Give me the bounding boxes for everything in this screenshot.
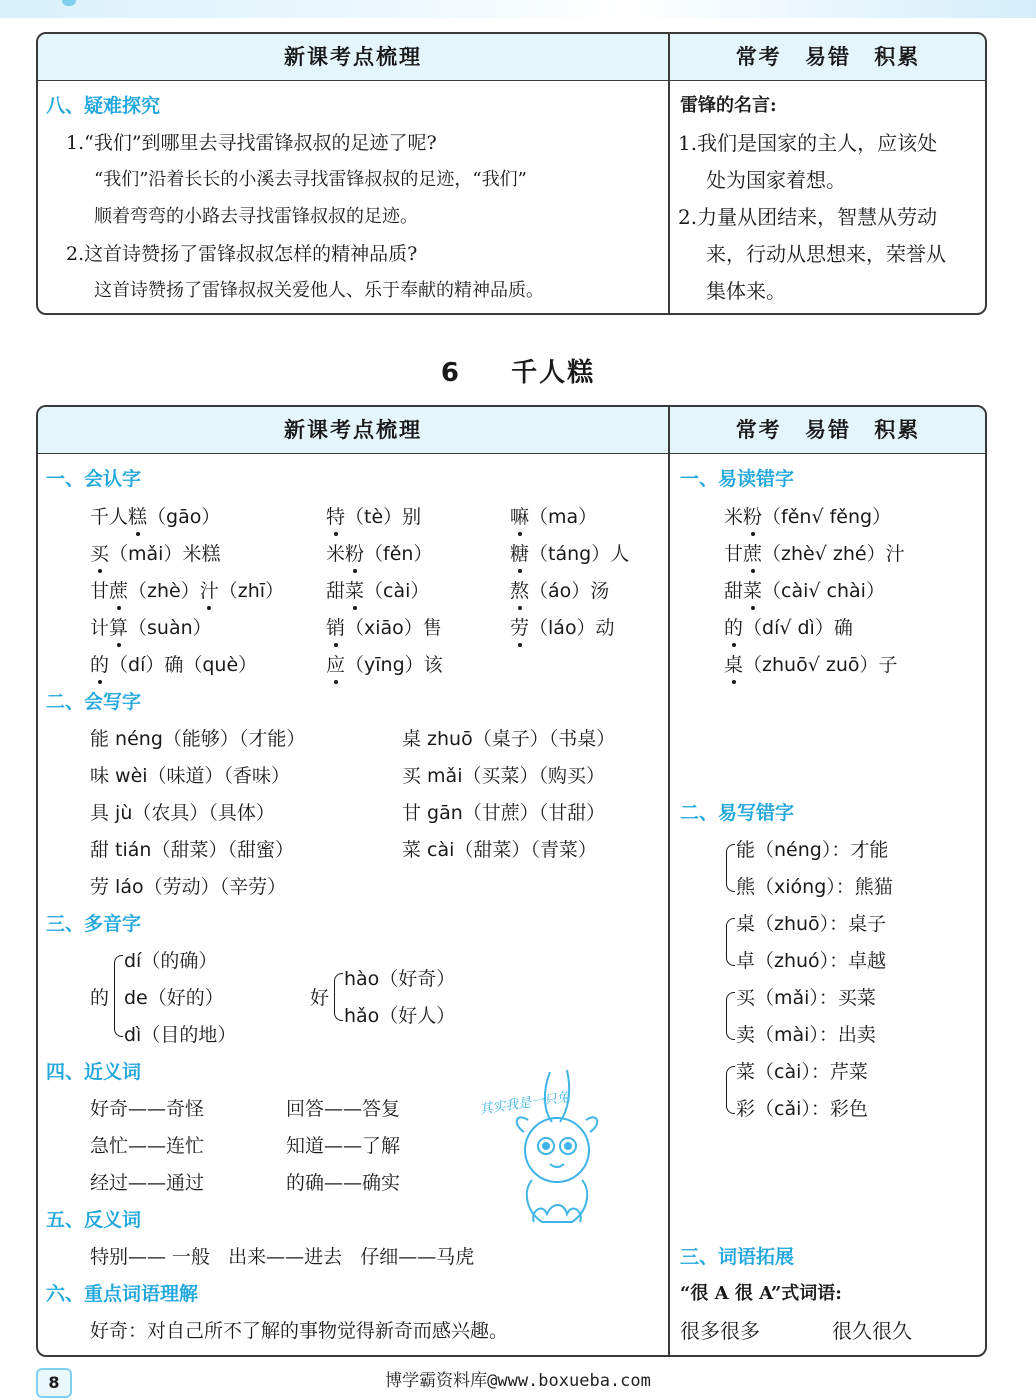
pinyin: （suàn） (128, 617, 212, 639)
polyphone-hao-2: hǎo（好人） (344, 1005, 456, 1027)
panel-2-head-left: 新课考点梳理 (284, 418, 422, 442)
pinyin: （zhī） (218, 580, 285, 602)
polyphone-de-2: de（好的） (124, 987, 224, 1009)
synonym-b2: 知道——了解 (286, 1135, 401, 1157)
recognize-r2c2 (326, 540, 432, 568)
dotted-char: 应 (326, 651, 345, 679)
polyphone-de-1: dí（的确） (124, 950, 218, 972)
panel-1-divider (668, 34, 670, 313)
miswrite-4a: 菜（cài）：芹菜 (736, 1061, 868, 1083)
dotted-char: 嘛 (510, 503, 529, 531)
quote-2-line-2: 来，行动从思想来，荣誉从 (706, 242, 946, 266)
synonym-a3: 经过——通过 (90, 1172, 205, 1194)
text-part: 甘 (724, 543, 744, 565)
write-r1: 桌 zhuō（桌子）（书桌） (402, 728, 616, 750)
text-part: 甘 (90, 580, 110, 602)
dotted-char: 菜 (743, 577, 762, 605)
misread-1 (724, 503, 891, 531)
section-synonym-title: 四、近义词 (46, 1061, 142, 1083)
synonym-b3: 的确——确实 (286, 1172, 401, 1194)
pinyin: （fěn√ fěng） (762, 506, 892, 528)
synonym-a1: 好奇——奇怪 (90, 1098, 205, 1120)
polyphone-de-3: dì（目的地） (124, 1024, 237, 1046)
section-miswrite-title: 二、易写错字 (680, 802, 795, 824)
pinyin: （xiāo）售 (345, 617, 442, 639)
dotted-char: 蔗 (743, 540, 762, 568)
pinyin: （yīng）该 (345, 654, 443, 676)
pinyin: （fěn） (364, 543, 433, 565)
pinyin: （dí）确 (109, 654, 184, 676)
polyphone-hao-1: hào（好奇） (344, 968, 456, 990)
recognize-r2c1 (90, 540, 220, 568)
lesson-name: 千人糕 (511, 358, 596, 388)
recognize-r4c2 (326, 614, 442, 642)
write-r2: 买 mǎi（买菜）（购买） (402, 765, 605, 787)
brace-pair-1 (726, 844, 735, 892)
dotted-char: 算 (109, 614, 128, 642)
panel-1 (36, 32, 987, 315)
brace-pair-4 (726, 1066, 735, 1114)
pinyin: （zhuō√ zuō）子 (743, 654, 898, 676)
recognize-r5c2 (326, 651, 443, 679)
pinyin: （què） (183, 654, 258, 676)
rabbit-mascot-illustration (472, 1062, 622, 1232)
miswrite-3b: 卖（mài）：出卖 (736, 1024, 876, 1046)
panel-1-head-left: 新课考点梳理 (284, 45, 422, 69)
section-antonym-title: 五、反义词 (46, 1209, 142, 1231)
dotted-char: 蔗 (109, 577, 128, 605)
quote-1-line-2: 处为国家着想。 (706, 168, 846, 192)
panel-2-divider (668, 407, 670, 1355)
answer-1-line-2: 顺着弯弯的小路去寻找雷锋叔叔的足迹。 (94, 206, 418, 227)
write-l2: 味 wèi（味道）（香味） (90, 765, 291, 787)
text-part: 千人 (90, 506, 129, 528)
section-write-title: 二、会写字 (46, 691, 142, 713)
recognize-r3c3 (510, 577, 609, 605)
word-expand-1: 很多很多 (680, 1319, 760, 1343)
recognize-r1c3 (510, 503, 597, 531)
recognize-r2c3 (510, 540, 629, 568)
question-2: 2.这首诗赞扬了雷锋叔叔怎样的精神品质? (66, 243, 418, 265)
lesson-title (0, 352, 1036, 389)
brace-pair-2 (726, 918, 735, 966)
section-word-expand-title: 三、词语拓展 (680, 1246, 795, 1268)
dotted-char: 汁 (200, 577, 219, 605)
quote-2-line-3: 集体来。 (706, 279, 786, 303)
misread-5 (724, 651, 897, 679)
key-word-explain: 好奇：对自己所不了解的事物觉得新奇而感兴趣。 (90, 1320, 509, 1342)
pinyin: （cài√ chài） (762, 580, 885, 602)
pinyin: （ma） (529, 506, 598, 528)
miswrite-4b: 彩（cǎi）：彩色 (736, 1098, 868, 1120)
section-misread-title: 一、易读错字 (680, 468, 795, 490)
pinyin: （láo）动 (529, 617, 615, 639)
miswrite-2a: 桌（zhuō）：桌子 (736, 913, 887, 935)
misread-2 (724, 540, 905, 568)
pinyin: （dí√ dì）确 (743, 617, 853, 639)
pinyin: （tè）别 (345, 506, 422, 528)
miswrite-2b: 卓（zhuó）：卓越 (736, 950, 887, 972)
panel-1-header (38, 34, 985, 81)
recognize-r3c2 (326, 577, 429, 605)
dotted-char: 桌 (724, 651, 743, 679)
pinyin: （áo）汤 (529, 580, 610, 602)
write-r4: 菜 cài（甜菜）（青菜） (402, 839, 597, 861)
brace-hao (334, 973, 343, 1021)
section-polyphone-title: 三、多音字 (46, 913, 142, 935)
lesson-number: 6 (440, 358, 461, 388)
quote-2-line-1: 2.力量从团结来，智慧从劳动 (678, 205, 938, 229)
section-recognize-title: 一、会认字 (46, 468, 142, 490)
text-part: 甜 (724, 580, 744, 602)
text-part: 米 (724, 506, 744, 528)
panel-1-head-right: 常考 易错 积累 (735, 45, 921, 69)
polyphone-char-de: 的 (90, 987, 110, 1009)
miswrite-1b: 熊（xióng）：熊猫 (736, 876, 893, 898)
dotted-char: 劳 (510, 614, 529, 642)
recognize-r1c1 (90, 503, 220, 531)
write-r3: 甘 gān（甘蔗）（甘甜） (402, 802, 606, 824)
synonym-b1: 回答——答复 (286, 1098, 401, 1120)
dotted-char: 粉 (743, 503, 762, 531)
miswrite-1a: 能（néng）：才能 (736, 839, 889, 861)
pinyin: （zhè√ zhé）汁 (762, 543, 905, 565)
write-l4: 甜 tián（甜菜）（甜蜜） (90, 839, 294, 861)
dotted-char: 粉 (345, 540, 364, 568)
section-yinan-title: 八、疑难探究 (46, 95, 161, 117)
text-part: 甜 (326, 580, 346, 602)
write-l3: 具 jù（农具）（具体） (90, 802, 275, 824)
answer-1-line-1: “我们”沿着长长的小溪去寻找雷锋叔叔的足迹，“我们” (94, 169, 527, 190)
section-key-words-title: 六、重点词语理解 (46, 1283, 199, 1305)
panel-2-head-right: 常考 易错 积累 (735, 418, 921, 442)
pinyin: （zhè） (128, 580, 200, 602)
text-part: 米 (326, 543, 346, 565)
write-l1: 能 néng（能够）（才能） (90, 728, 306, 750)
synonym-a2: 急忙——连忙 (90, 1135, 205, 1157)
recognize-r4c1 (90, 614, 212, 642)
recognize-r1c2 (326, 503, 421, 531)
dotted-char: 菜 (345, 577, 364, 605)
recognize-r3c1 (90, 577, 284, 605)
dotted-char: 的 (90, 651, 109, 679)
antonym-line: 特别—— 一般 出来——进去 仔细——马虎 (90, 1246, 475, 1268)
brace-de (114, 955, 123, 1037)
recognize-r5c1 (90, 651, 257, 679)
pinyin: （táng）人 (529, 543, 630, 565)
text-part: 计 (90, 617, 110, 639)
top-decor-strip (0, 0, 1036, 18)
misread-4 (724, 614, 853, 642)
dotted-char: 特 (326, 503, 345, 531)
dotted-char: 买 (90, 540, 109, 568)
word-expand-2: 很久很久 (832, 1319, 912, 1343)
page-number: 8 (36, 1368, 72, 1398)
pinyin: （mǎi）米糕 (109, 543, 221, 565)
write-l5: 劳 láo（劳动）（辛劳） (90, 876, 287, 898)
dotted-char: 销 (326, 614, 345, 642)
panel-2-header (38, 407, 985, 454)
brace-pair-3 (726, 992, 735, 1040)
quote-1-line-1: 1.我们是国家的主人，应该处 (678, 131, 938, 155)
footer-watermark: 博学霸资料库@www.boxueba.com (385, 1371, 651, 1391)
polyphone-char-hao: 好 (310, 987, 330, 1009)
dotted-char: 的 (724, 614, 743, 642)
misread-3 (724, 577, 885, 605)
dotted-char: 熬 (510, 577, 529, 605)
dotted-char: 糕 (128, 503, 147, 531)
question-1: 1.“我们”到哪里去寻找雷锋叔叔的足迹了呢? (66, 132, 437, 154)
dotted-char: 糖 (510, 540, 529, 568)
miswrite-3a: 买（mǎi）：买菜 (736, 987, 876, 1009)
answer-2: 这首诗赞扬了雷锋叔叔关爱他人、乐于奉献的精神品质。 (94, 280, 544, 301)
mascot-text: 其实我是一只兔 (478, 1090, 571, 1118)
word-expand-subtitle: “很 A 很 A”式词语: (680, 1283, 842, 1304)
pinyin: （cài） (364, 580, 430, 602)
recognize-r4c3 (510, 614, 615, 642)
pinyin: （gāo） (147, 506, 221, 528)
leifeng-quotes-title: 雷锋的名言: (680, 95, 777, 116)
